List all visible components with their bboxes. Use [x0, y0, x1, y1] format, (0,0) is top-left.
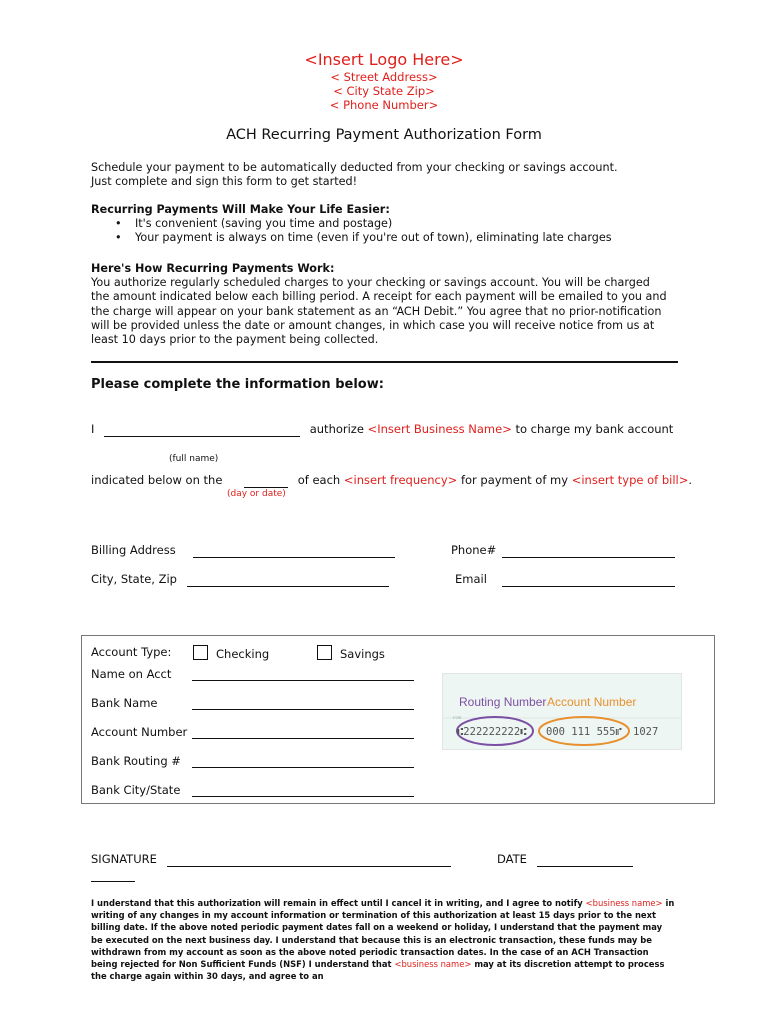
- savings-checkbox[interactable]: [317, 645, 332, 660]
- phone-row: [451, 543, 675, 558]
- signature-label: SIGNATURE: [91, 852, 157, 866]
- disclaimer-text: I understand that this authorization will remain in effect until I cancel it in writing, and I agree to notify: [91, 898, 583, 908]
- intro-text: [91, 161, 618, 189]
- disclaimer-business-name: <business name>: [394, 959, 472, 970]
- bank-routing-field[interactable]: [192, 755, 414, 768]
- authorization-disclaimer: [91, 897, 676, 982]
- benefits-heading: Recurring Payments Will Make Your Life Easier:: [91, 203, 390, 216]
- how-line: the charge will appear on your bank statement as an “ACH Debit.” You agree that no prior-notification: [91, 304, 662, 318]
- check-fine-print: FOR: [453, 715, 462, 720]
- email-field[interactable]: [502, 572, 675, 587]
- benefit-item: • Your payment is always on time (even if you're out of town), eliminating late charges: [91, 231, 612, 245]
- signature-field-continuation[interactable]: [91, 867, 135, 882]
- day-or-date-caption: (day or date): [227, 489, 286, 499]
- street-address-placeholder: < Street Address>: [330, 70, 438, 84]
- city-state-zip-row: [91, 572, 389, 587]
- bank-name-field[interactable]: [192, 697, 414, 710]
- date-row: [497, 852, 633, 867]
- how-line: will be provided unless the date or amount changes, in which case you will receive notice from us at: [91, 318, 655, 332]
- authorization-line-2: [91, 473, 692, 488]
- i-label: I: [91, 422, 95, 436]
- authorization-line-1: [91, 422, 673, 437]
- logo-placeholder: <Insert Logo Here>: [304, 50, 464, 69]
- account-number-check-label: Account Number: [547, 695, 637, 709]
- check-number-digits: 1027: [633, 726, 659, 738]
- section-divider: [91, 361, 678, 363]
- checking-label: Checking: [216, 647, 270, 661]
- signature-row: [91, 852, 451, 867]
- bank-name-label: Bank Name: [91, 696, 158, 710]
- bill-type-placeholder: <insert type of bill>: [571, 473, 689, 487]
- email-label: Email: [455, 572, 487, 586]
- routing-number-label: Routing Number: [459, 695, 547, 709]
- checking-checkbox[interactable]: [193, 645, 208, 660]
- bank-city-state-field[interactable]: [192, 784, 414, 797]
- bank-city-state-label: Bank City/State: [91, 783, 181, 797]
- benefits-section: [91, 203, 612, 246]
- name-on-acct-field[interactable]: [192, 668, 414, 681]
- charge-text: to charge my bank account: [515, 422, 674, 436]
- disclaimer-business-name: <business name>: [585, 898, 663, 908]
- city-state-zip-label: City, State, Zip: [91, 572, 177, 586]
- how-heading: Here's How Recurring Payments Work:: [91, 262, 335, 275]
- savings-label: Savings: [340, 647, 385, 661]
- complete-info-heading: Please complete the information below:: [91, 377, 384, 392]
- phone-number-placeholder: < Phone Number>: [329, 98, 439, 112]
- check-diagram-svg: [443, 674, 681, 749]
- billing-address-field[interactable]: [193, 543, 395, 558]
- account-number-field[interactable]: [192, 726, 414, 739]
- full-name-caption: (full name): [169, 454, 219, 464]
- name-on-acct-label: Name on Acct: [91, 667, 172, 681]
- phone-field[interactable]: [502, 543, 675, 558]
- signature-field[interactable]: [167, 852, 451, 867]
- of-each-text: of each: [297, 473, 341, 487]
- indicated-text: indicated below on the: [91, 473, 223, 487]
- full-name-field[interactable]: [104, 422, 300, 437]
- city-state-zip-field[interactable]: [187, 572, 389, 587]
- city-state-zip-placeholder: < City State Zip>: [333, 84, 435, 98]
- account-number-label: Account Number: [91, 725, 188, 739]
- sentence-period: .: [688, 473, 693, 487]
- account-type-label: Account Type:: [91, 645, 172, 659]
- phone-label: Phone#: [451, 543, 497, 557]
- checking-option[interactable]: [193, 645, 269, 661]
- intro-line: Schedule your payment to be automatically deducted from your checking or savings account.: [91, 161, 618, 174]
- date-field[interactable]: [537, 852, 633, 867]
- how-line: You authorize regularly scheduled charges to your checking or savings account. You will be charged: [91, 276, 650, 290]
- billing-address-row: [91, 543, 395, 558]
- account-type-row: [91, 645, 171, 659]
- how-line: least 10 days prior to the payment being collected.: [91, 333, 379, 347]
- benefits-list: [91, 217, 612, 245]
- how-line: the amount indicated below each billing period. A receipt for each payment will be emailed to you and: [91, 290, 667, 304]
- disclaimer-text: in writing of any changes in my account information or termination of this authorization at least 15 days prior to the next billing date. If the above noted periodic payment dates fall on a weekend or holiday, I understand that the payment may be executed on the next business day. I understand that because this is an electronic transaction, these funds may be withdrawn from my account as soon as the above noted periodic transaction dates. In the case of an ACH Transaction being rejected for Non Sufficient Funds (NSF) I understand that: [91, 898, 675, 970]
- intro-line: Just complete and sign this form to get started!: [91, 175, 358, 189]
- account-digits: 000 111 555⑈: [546, 726, 622, 738]
- benefit-item: • It's convenient (saving you time and postage): [91, 217, 612, 231]
- disclaimer-text: may at its discretion attempt to process the charge again within 30 days, and agree to an: [91, 959, 665, 982]
- payment-text: for payment of my: [460, 473, 569, 487]
- frequency-placeholder: <insert frequency>: [343, 473, 458, 487]
- date-label: DATE: [497, 852, 527, 866]
- form-title: ACH Recurring Payment Authorization Form: [226, 127, 542, 143]
- day-or-date-field[interactable]: [244, 473, 288, 488]
- how-section: [91, 262, 667, 347]
- authorize-text: authorize: [309, 422, 364, 436]
- sample-check-image: [442, 673, 682, 750]
- routing-digits: ⑆222222222⑆: [457, 726, 527, 738]
- billing-address-label: Billing Address: [91, 543, 176, 557]
- business-name-placeholder: <Insert Business Name>: [367, 422, 512, 436]
- savings-option[interactable]: [317, 645, 385, 661]
- bank-routing-label: Bank Routing #: [91, 754, 181, 768]
- email-row: [455, 572, 675, 587]
